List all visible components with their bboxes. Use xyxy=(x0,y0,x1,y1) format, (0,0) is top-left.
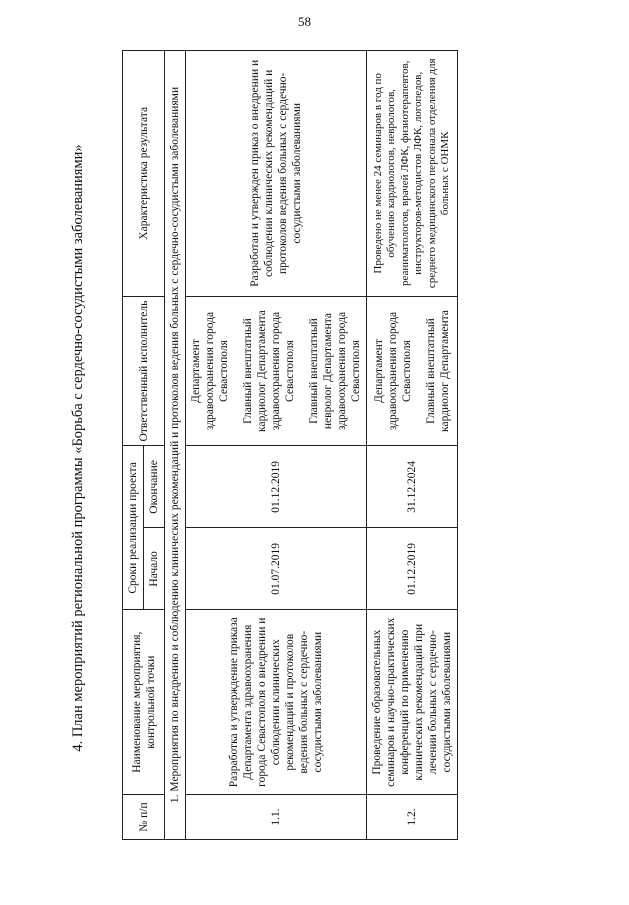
header-start: Начало xyxy=(144,528,165,610)
page-title: 4. План мероприятий региональной программы «Борьба с сердечно-сосудистыми заболеваниями» xyxy=(70,144,86,752)
header-result: Характеристика результата xyxy=(123,51,165,297)
header-name: Наименование мероприятия, контрольной точки xyxy=(123,610,165,795)
table-row xyxy=(186,51,367,840)
executor-item: Главный внештатный невролог Департамента здравоохранения города Севастополя xyxy=(308,311,363,431)
row-num: 1.2. xyxy=(367,795,458,840)
row-name: Проведение образовательных семинаров и научно-практических конференций по применению клинических рекомендаций при лечении больных с сердечно-сосудистыми заболеваниями xyxy=(367,610,458,795)
row-end: 31.12.2024 xyxy=(367,446,458,528)
section-row xyxy=(165,51,186,840)
header-end: Окончание xyxy=(144,446,165,528)
executor-item: Департамент здравоохранения города Севастополя xyxy=(373,311,414,431)
executor-item: Главный внештатный кардиолог Департамента xyxy=(425,310,452,432)
section-heading: 1. Мероприятия по внедрению и соблюдению клинических рекомендаций и протоколов ведения больных с сердечно-сосудистыми заболеваниями xyxy=(165,51,186,840)
header-row xyxy=(123,51,144,840)
action-plan-table xyxy=(122,50,458,840)
executor-item: Главный внештатный кардиолог Департамента здравоохранения города Севастополя xyxy=(242,310,297,432)
row-result: Проведено не менее 24 семинаров в год по обучению кардиологов, неврологов, реаниматологов, врачей ЛФК, физиотерапевтов, инструкторов-методистов ЛФК, логопедов, среднего медицинского персонала отделения для больных с ОНМК xyxy=(367,51,458,297)
row-name: Разработка и утверждение приказа Департамента здравоохранения города Севастополя о внедрении и соблюдении клинических рекомендаций и протоколов ведения больных с сердечно-сосудистыми заболеваниями xyxy=(186,610,367,795)
row-num: 1.1. xyxy=(186,795,367,840)
row-end: 01.12.2019 xyxy=(186,446,367,528)
header-num: № п/п xyxy=(123,795,165,840)
header-executor: Ответственный исполнитель xyxy=(123,296,165,446)
table-row xyxy=(367,51,458,840)
row-result: Разработан и утвержден приказ о внедрении и соблюдении клинических рекомендаций и протоколов ведения больных с сердечно-сосудистыми заболеваниями xyxy=(186,51,367,297)
header-period: Сроки реализации проекта xyxy=(123,446,144,610)
page-number: 58 xyxy=(298,14,311,29)
row-start: 01.07.2019 xyxy=(186,528,367,610)
row-executor xyxy=(367,296,458,446)
row-start: 01.12.2019 xyxy=(367,528,458,610)
executor-item: Департамент здравоохранения города Севастополя xyxy=(190,311,231,431)
row-executor xyxy=(186,296,367,446)
